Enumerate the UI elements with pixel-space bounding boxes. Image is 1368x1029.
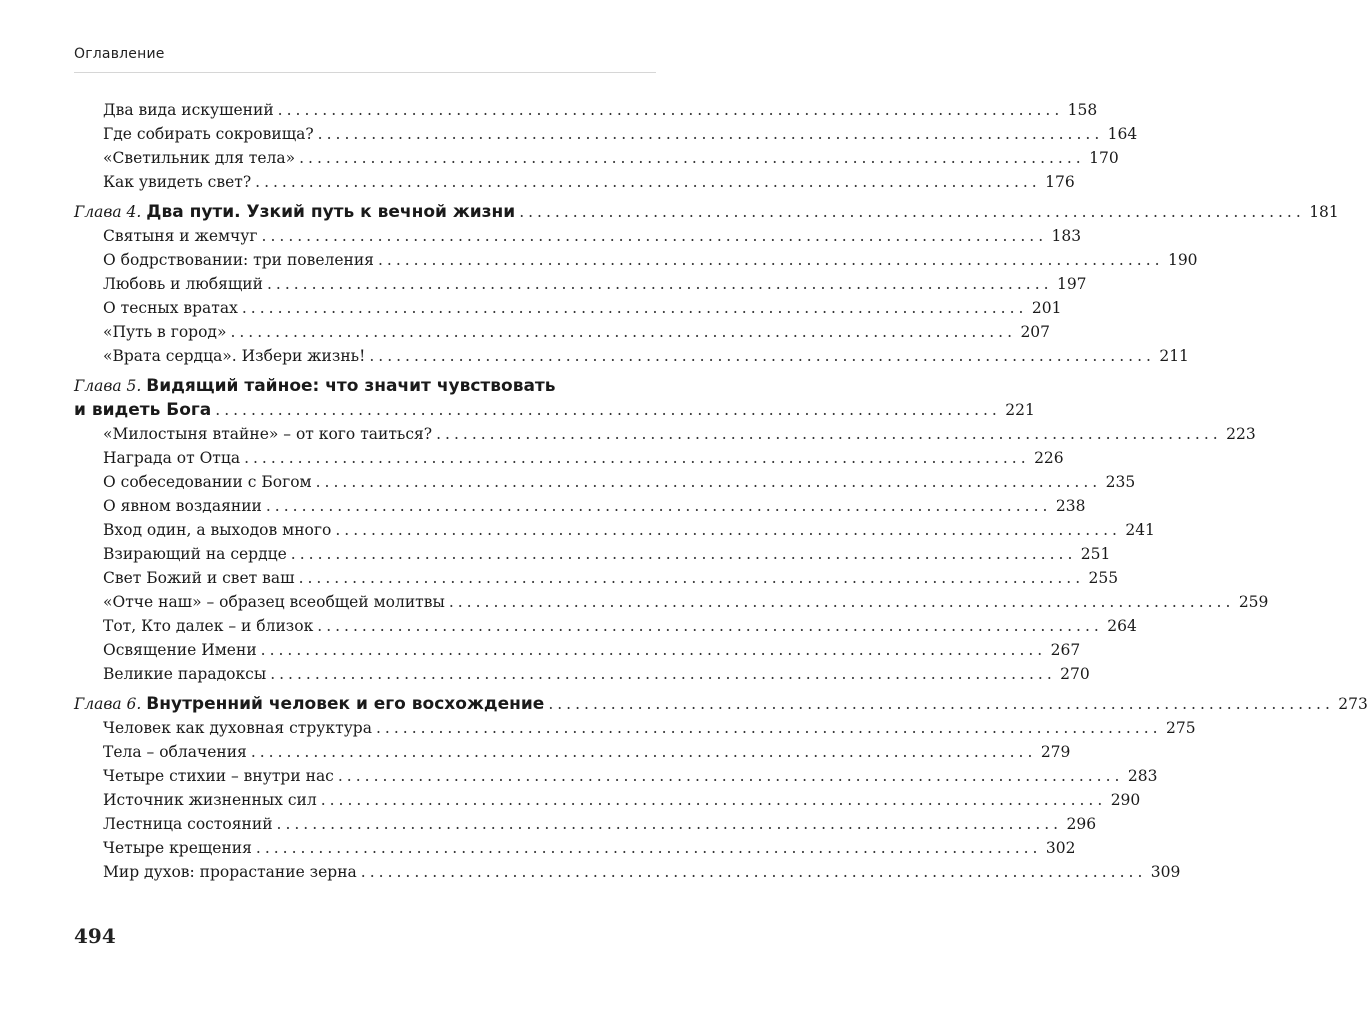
toc-entry-page: 197 [1056, 275, 1087, 293]
leader-dots: ........................................................................................ [548, 695, 1334, 713]
chapter-title: Внутренний человек и его восхождение [146, 694, 545, 714]
toc-entry-title: Мир духов: прорастание зерна [103, 863, 357, 881]
leader-dots: ........................................................................................ [261, 227, 1048, 245]
toc-entry[interactable] [74, 494, 1086, 518]
leader-dots: ........................................................................................ [241, 299, 1028, 317]
leader-dots: ........................................................................................ [320, 791, 1107, 809]
toc-entry-page: 164 [1107, 125, 1138, 143]
leader-dots: ........................................................................................ [215, 401, 1001, 419]
toc-entry[interactable] [74, 812, 1097, 836]
leader-dots: ........................................................................................ [317, 125, 1104, 143]
toc-entry-page: 226 [1034, 449, 1064, 467]
toc-entry-page: 290 [1110, 791, 1141, 809]
toc-entry[interactable] [74, 542, 1111, 566]
toc-entry[interactable] [74, 764, 1158, 788]
toc-entry-page: 267 [1050, 641, 1081, 659]
toc-entry-title: Взирающий на сердце [103, 545, 287, 563]
toc-entry-title: Тела – облачения [103, 743, 247, 761]
chapter-5-heading[interactable] [74, 374, 657, 398]
toc-entry[interactable] [74, 590, 1269, 614]
leader-dots: ........................................................................................ [270, 665, 1056, 683]
page-number: 494 [74, 924, 116, 948]
leader-dots: ........................................................................................ [448, 593, 1235, 611]
leader-dots: ........................................................................................ [260, 641, 1047, 659]
chapter-page: 273 [1338, 695, 1368, 713]
toc-entry-page: 302 [1045, 839, 1076, 857]
toc-entry[interactable] [74, 446, 1064, 470]
toc-entry[interactable] [74, 638, 1081, 662]
chapter-page: 181 [1309, 203, 1339, 221]
running-head: Оглавление [74, 46, 165, 62]
leader-dots: ........................................................................................ [230, 323, 1017, 341]
chapter-label: Глава 6. [74, 695, 142, 713]
toc-entry[interactable] [74, 422, 1256, 446]
chapter-4-heading[interactable] [74, 200, 1339, 224]
toc-entry-title: Где собирать сокровища? [103, 125, 314, 143]
toc-entry[interactable] [74, 860, 1181, 884]
toc-entry[interactable] [74, 344, 1189, 368]
leader-dots: ........................................................................................ [519, 203, 1305, 221]
toc-entry[interactable] [74, 662, 1090, 686]
leader-dots: ........................................................................................ [360, 863, 1147, 881]
toc-entry-title: «Врата сердца». Избери жизнь! [103, 347, 366, 365]
toc-entry-page: 296 [1066, 815, 1097, 833]
toc-entry[interactable] [74, 788, 1141, 812]
chapter-label: Глава 4. [74, 203, 142, 221]
chapter-5-heading-continued[interactable] [74, 398, 1035, 422]
toc-entry-page: 270 [1060, 665, 1090, 683]
toc-entry-title: О бодрствовании: три повеления [103, 251, 374, 269]
toc-entry-title: «Светильник для тела» [103, 149, 296, 167]
toc-entry-page: 207 [1020, 323, 1051, 341]
toc-entry[interactable] [74, 566, 1119, 590]
toc-entry[interactable] [74, 224, 1082, 248]
toc-entry-title: Свет Божий и свет ваш [103, 569, 295, 587]
toc-entry-page: 259 [1238, 593, 1269, 611]
leader-dots: ........................................................................................ [335, 521, 1121, 539]
table-of-contents [74, 98, 1368, 884]
toc-entry-page: 183 [1051, 227, 1082, 245]
toc-entry-title: Два вида искушений [103, 101, 274, 119]
toc-entry-title: О тесных вратах [103, 299, 238, 317]
toc-entry[interactable] [74, 518, 1155, 542]
leader-dots: ........................................................................................ [375, 719, 1162, 737]
leader-dots: ........................................................................................ [298, 569, 1085, 587]
toc-entry-page: 241 [1125, 521, 1155, 539]
leader-dots: ........................................................................................ [436, 425, 1222, 443]
leader-dots: ........................................................................................ [337, 767, 1124, 785]
chapter-title-line-1: Видящий тайное: что значит чувствовать [146, 376, 556, 396]
toc-entry-title: Тот, Кто далек – и близок [103, 617, 314, 635]
chapter-title-line-2: и видеть Бога [74, 400, 212, 420]
toc-entry-title: Четыре крещения [103, 839, 252, 857]
leader-dots: ........................................................................................ [255, 839, 1042, 857]
toc-entry-page: 255 [1088, 569, 1119, 587]
toc-entry[interactable] [74, 122, 1138, 146]
toc-entry-page: 170 [1089, 149, 1119, 167]
toc-entry-page: 238 [1055, 497, 1086, 515]
chapter-6-heading[interactable] [74, 692, 1368, 716]
toc-entry[interactable] [74, 272, 1087, 296]
toc-entry[interactable] [74, 320, 1051, 344]
toc-entry-title: О явном воздаянии [103, 497, 262, 515]
toc-entry-title: Как увидеть свет? [103, 173, 252, 191]
toc-entry[interactable] [74, 470, 1136, 494]
toc-entry-title: О собеседовании с Богом [103, 473, 312, 491]
leader-dots: ........................................................................................ [266, 275, 1053, 293]
toc-entry-page: 201 [1031, 299, 1062, 317]
toc-entry[interactable] [74, 836, 1076, 860]
toc-entry-title: Человек как духовная структура [103, 719, 372, 737]
leader-dots: ........................................................................................ [369, 347, 1155, 365]
toc-entry-title: Великие парадоксы [103, 665, 267, 683]
leader-dots: ........................................................................................ [317, 617, 1103, 635]
toc-entry[interactable] [74, 296, 1062, 320]
chapter-label: Глава 5. [74, 377, 142, 395]
toc-entry-page: 190 [1167, 251, 1198, 269]
toc-entry-page: 235 [1105, 473, 1136, 491]
leader-dots: ........................................................................................ [244, 449, 1030, 467]
leader-dots: ........................................................................................ [277, 101, 1064, 119]
toc-entry-page: 251 [1080, 545, 1111, 563]
toc-entry-title: Освящение Имени [103, 641, 257, 659]
leader-dots: ........................................................................................ [276, 815, 1063, 833]
chapter-title: Два пути. Узкий путь к вечной жизни [146, 202, 516, 222]
header-divider [74, 72, 656, 73]
leader-dots: ........................................................................................ [299, 149, 1085, 167]
toc-entry-page: 223 [1226, 425, 1256, 443]
toc-entry-page: 211 [1159, 347, 1189, 365]
leader-dots: ........................................................................................ [265, 497, 1052, 515]
leader-dots: ........................................................................................ [290, 545, 1077, 563]
toc-entry-page: 275 [1165, 719, 1196, 737]
toc-entry-page: 158 [1067, 101, 1098, 119]
toc-entry-title: «Отче наш» – образец всеобщей молитвы [103, 593, 445, 611]
toc-entry-page: 283 [1127, 767, 1158, 785]
toc-entry[interactable] [74, 170, 1075, 194]
toc-entry-page: 309 [1150, 863, 1181, 881]
leader-dots: ........................................................................................ [315, 473, 1102, 491]
toc-entry[interactable] [74, 716, 1196, 740]
toc-entry[interactable] [74, 98, 1098, 122]
toc-entry-title: Награда от Отца [103, 449, 241, 467]
leader-dots: ........................................................................................ [255, 173, 1041, 191]
toc-entry[interactable] [74, 740, 1071, 764]
leader-dots: ........................................................................................ [250, 743, 1037, 761]
toc-entry-title: «Милостыня втайне» – от кого таиться? [103, 425, 433, 443]
toc-entry-title: Святыня и жемчуг [103, 227, 258, 245]
toc-entry-page: 264 [1107, 617, 1137, 635]
toc-entry[interactable] [74, 248, 1198, 272]
leader-dots: ........................................................................................ [377, 251, 1164, 269]
toc-entry-title: Источник жизненных сил [103, 791, 317, 809]
toc-entry-page: 279 [1040, 743, 1071, 761]
toc-entry-title: Лестница состояний [103, 815, 273, 833]
toc-entry-page: 176 [1045, 173, 1075, 191]
chapter-page: 221 [1005, 401, 1035, 419]
toc-entry-title: Любовь и любящий [103, 275, 263, 293]
toc-entry[interactable] [74, 146, 1119, 170]
toc-entry[interactable] [74, 614, 1137, 638]
toc-entry-title: Четыре стихии – внутри нас [103, 767, 334, 785]
toc-entry-title: «Путь в город» [103, 323, 227, 341]
toc-entry-title: Вход один, а выходов много [103, 521, 332, 539]
